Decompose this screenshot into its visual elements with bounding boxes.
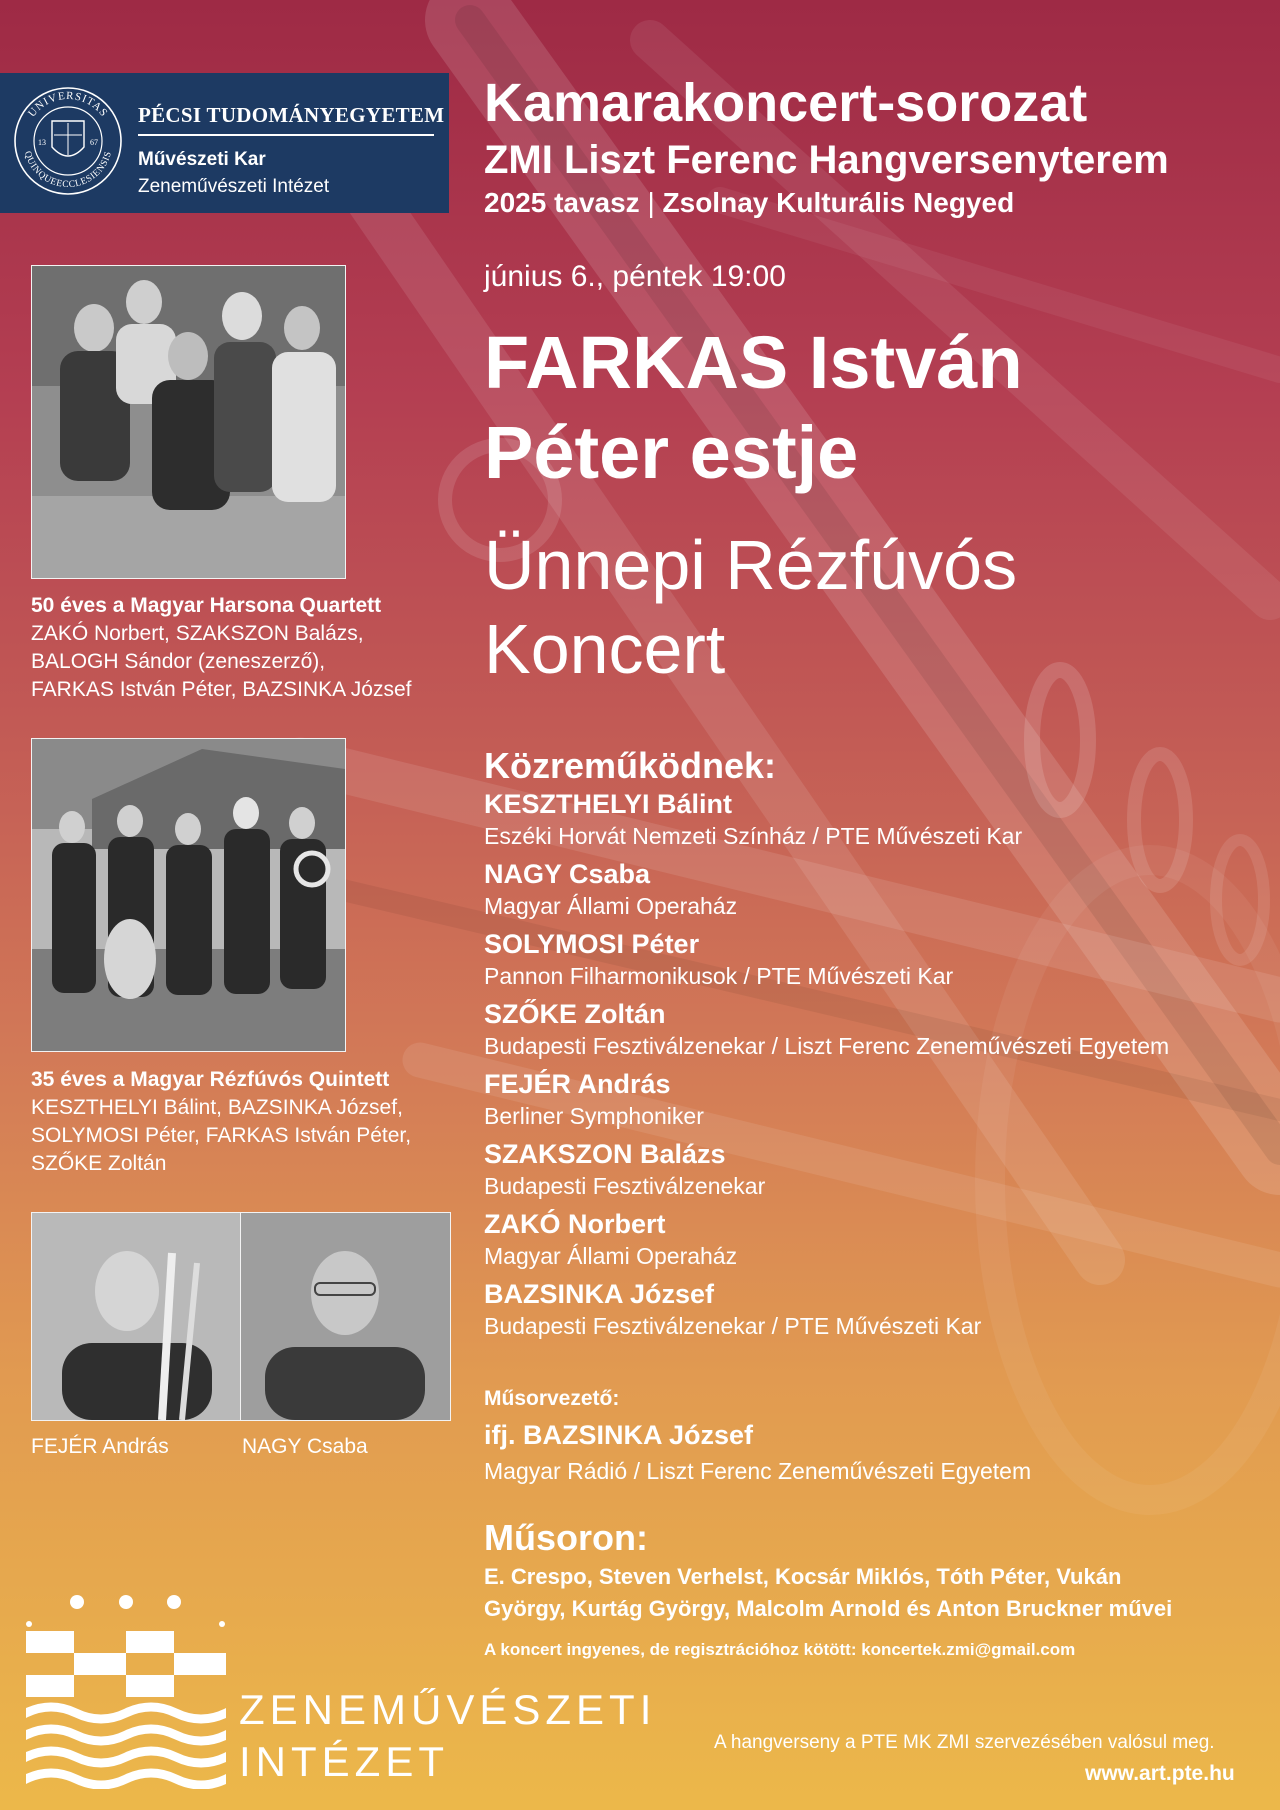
season-label: 2025 tavasz: [484, 187, 640, 218]
performer-affiliation: Berliner Symphoniker: [484, 1103, 704, 1129]
performer-affiliation: Magyar Állami Operaház: [484, 893, 738, 919]
performer-affiliation: Budapesti Fesztiválzenekar / PTE Művészeti Kar: [484, 1313, 982, 1339]
host-name: ifj. BAZSINKA József: [484, 1420, 754, 1450]
organizer-note: A hangverseny a PTE MK ZMI szervezésében valósul meg.: [714, 1732, 1215, 1753]
zmi-logo-text-line1: ZENEMŰVÉSZETI: [239, 1686, 657, 1733]
quartet-caption: [31, 592, 412, 704]
website-link[interactable]: www.art.pte.hu: [1085, 1762, 1235, 1785]
university-logo: [0, 73, 449, 213]
season-line: [484, 186, 1014, 220]
program-composers: [484, 1561, 1264, 1625]
institute-name: Zeneművészeti Intézet: [138, 176, 330, 197]
university-name-underline: [138, 134, 434, 136]
nagy-caption: NAGY Csaba: [242, 1435, 368, 1458]
performer-item: [484, 857, 1274, 921]
event-subtitle-line1: Ünnepi Rézfúvós: [484, 526, 1018, 604]
nagy-portrait-photo: [240, 1212, 451, 1421]
quartet-caption-line: FARKAS István Péter, BAZSINKA József: [31, 678, 412, 701]
event-subtitle-line2: Koncert: [484, 610, 726, 688]
performer-name: NAGY Csaba: [484, 859, 651, 889]
season-place: Zsolnay Kulturális Negyed: [662, 187, 1015, 218]
quintet-photo: [31, 738, 346, 1052]
performer-name: SZŐKE Zoltán: [484, 999, 666, 1029]
fejer-portrait-photo: [31, 1212, 242, 1421]
program-line1: E. Crespo, Steven Verhelst, Kocsár Miklós, Tóth Péter, Vukán: [484, 1564, 1122, 1589]
performer-affiliation: Eszéki Horvát Nemzeti Színház / PTE Művészeti Kar: [484, 823, 1023, 849]
performer-name: SZAKSZON Balázs: [484, 1139, 726, 1169]
seal-top-text: UNIVERSITAS: [25, 89, 111, 120]
university-seal-icon: [12, 85, 124, 197]
zmi-logo-text-line2: INTÉZET: [239, 1738, 449, 1785]
quintet-caption: [31, 1066, 411, 1178]
venue-title: ZMI Liszt Ferenc Hangversenyterem: [484, 138, 1169, 182]
quartet-photo: [31, 265, 346, 579]
fejer-caption: FEJÉR András: [31, 1435, 169, 1458]
season-separator: |: [639, 187, 663, 218]
performer-affiliation: Pannon Filharmonikusok / PTE Művészeti Kar: [484, 963, 954, 989]
performer-affiliation: Budapesti Fesztiválzenekar: [484, 1173, 766, 1199]
university-name: PÉCSI TUDOMÁNYEGYETEM: [138, 103, 445, 127]
performer-affiliation: Magyar Állami Operaház: [484, 1243, 738, 1269]
performer-name: FEJÉR András: [484, 1069, 671, 1099]
performer-name: ZAKÓ Norbert: [484, 1209, 666, 1239]
zmi-logo-icon: [26, 1593, 226, 1789]
host-affiliation: Magyar Rádió / Liszt Ferenc Zeneművészeti Egyetem: [484, 1458, 1032, 1484]
performer-item: [484, 787, 1274, 851]
performers-heading: Közreműködnek:: [484, 745, 777, 786]
series-title: Kamarakoncert-sorozat: [484, 73, 1088, 133]
performers-list: [484, 787, 1274, 1347]
event-subtitle: [484, 523, 1017, 691]
quintet-caption-line: SOLYMOSI Péter, FARKAS István Péter,: [31, 1124, 412, 1147]
performer-item: [484, 1067, 1274, 1131]
performer-name: KESZTHELYI Bálint: [484, 789, 733, 819]
performer-name: SOLYMOSI Péter: [484, 929, 700, 959]
event-title-line2: Péter estje: [484, 411, 859, 494]
program-line2: György, Kurtág György, Malcolm Arnold és Anton Bruckner művei: [484, 1596, 1173, 1621]
seal-year-left: 13: [38, 138, 46, 147]
performer-item: [484, 997, 1274, 1061]
quartet-caption-title: 50 éves a Magyar Harsona Quartett: [31, 594, 382, 617]
quintet-caption-line: KESZTHELYI Bálint, BAZSINKA József,: [31, 1096, 403, 1119]
event-title: [484, 318, 1023, 498]
quintet-caption-title: 35 éves a Magyar Rézfúvós Quintett: [31, 1068, 390, 1091]
program-heading: Műsoron:: [484, 1517, 648, 1558]
performer-item: [484, 1207, 1274, 1271]
performer-item: [484, 927, 1274, 991]
registration-note: A koncert ingyenes, de regisztrációhoz kötött: koncertek.zmi@gmail.com: [484, 1640, 1076, 1659]
quartet-caption-line: ZAKÓ Norbert, SZAKSZON Balázs,: [31, 622, 364, 645]
quintet-caption-line: SZŐKE Zoltán: [31, 1152, 167, 1175]
performer-item: [484, 1137, 1274, 1201]
quartet-caption-line: BALOGH Sándor (zeneszerző),: [31, 650, 326, 673]
svg-text:UNIVERSITAS: [26, 90, 110, 120]
seal-bottom-text: QUINQUEECCLESIENSIS: [21, 150, 115, 191]
performer-item: [484, 1277, 1274, 1341]
performer-name: BAZSINKA József: [484, 1279, 715, 1309]
seal-year-right: 67: [90, 138, 98, 147]
host-label: Műsorvezető:: [484, 1387, 620, 1410]
event-date: június 6., péntek 19:00: [484, 260, 786, 293]
event-title-line1: FARKAS István: [484, 321, 1023, 404]
performer-affiliation: Budapesti Fesztiválzenekar / Liszt Ferenc Zeneművészeti Egyetem: [484, 1033, 1170, 1059]
faculty-name: Művészeti Kar: [138, 149, 266, 170]
